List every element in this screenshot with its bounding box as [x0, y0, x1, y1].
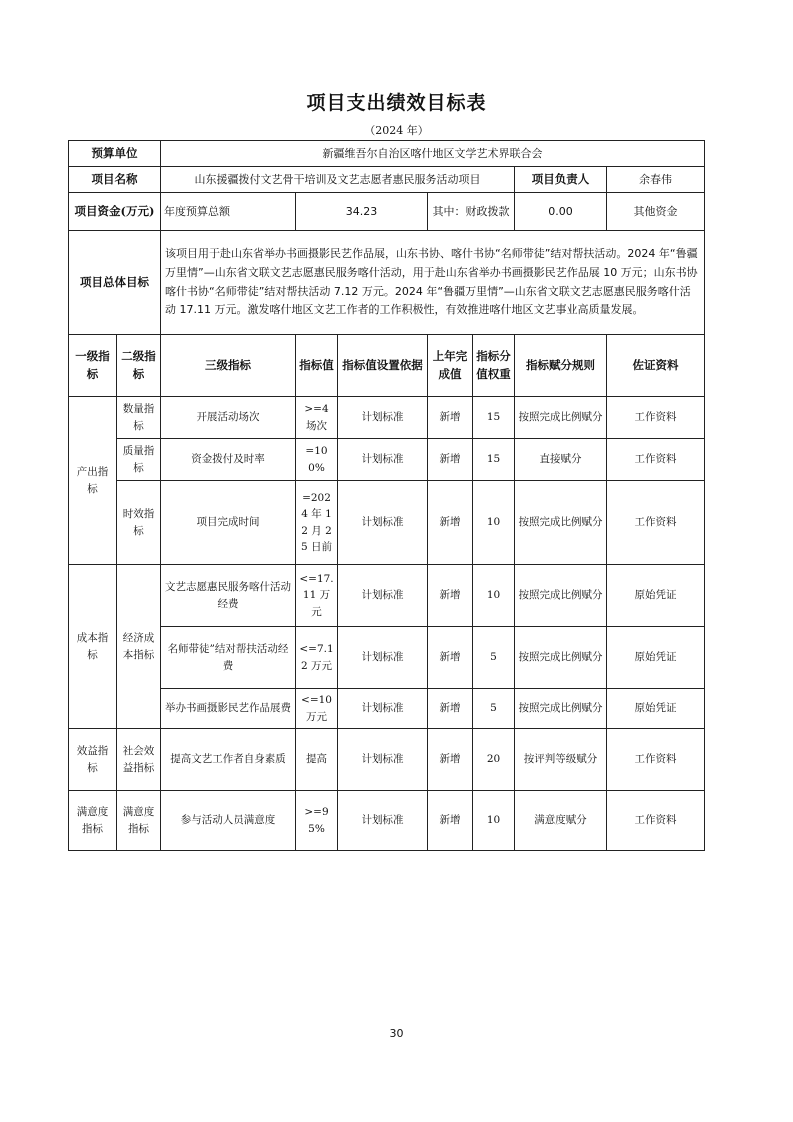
row-last-year: 新增	[428, 481, 473, 565]
leader-label: 项目负责人	[515, 167, 607, 193]
group-cost: 成本指标	[69, 565, 117, 729]
row-evidence: 原始凭证	[607, 689, 705, 729]
table-row	[69, 729, 705, 791]
group-benefit: 效益指标	[69, 729, 117, 791]
row-value: >=4 场次	[296, 397, 338, 439]
row-evidence: 工作资料	[607, 481, 705, 565]
row-basis: 计划标准	[338, 689, 428, 729]
row-evidence: 原始凭证	[607, 627, 705, 689]
header-level3: 三级指标	[161, 335, 296, 397]
row-basis: 计划标准	[338, 791, 428, 851]
row-evidence: 工作资料	[607, 397, 705, 439]
table-row	[69, 439, 705, 481]
annual-budget-value: 34.23	[296, 193, 428, 231]
header-level2: 二级指标	[117, 335, 161, 397]
row-basis: 计划标准	[338, 627, 428, 689]
row-last-year: 新增	[428, 565, 473, 627]
row-evidence: 工作资料	[607, 791, 705, 851]
group-satisfaction: 满意度指标	[69, 791, 117, 851]
row-evidence: 原始凭证	[607, 565, 705, 627]
project-name-value: 山东援疆拨付文艺骨干培训及文艺志愿者惠民服务活动项目	[161, 167, 515, 193]
group-output-quality: 质量指标	[117, 439, 161, 481]
table-row	[69, 565, 705, 627]
row-last-year: 新增	[428, 439, 473, 481]
row-weight: 15	[473, 439, 515, 481]
fiscal-label: 其中：财政拨款	[428, 193, 515, 231]
row-rule: 按照完成比例赋分	[515, 397, 607, 439]
row-value: >=95%	[296, 791, 338, 851]
table-row	[69, 689, 705, 729]
fiscal-value: 0.00	[515, 193, 607, 231]
goal-text: 该项目用于赴山东省举办书画摄影民艺作品展，山东书协、喀什书协“名师带徒”结对帮扶活动。2024 年“鲁疆万里情”—山东省文联文艺志愿惠民服务喀什活动，用于赴山东省举办书画摄影民艺作品展 10 万元；山东书协喀什书协“名师带徒”结对帮扶活动 7.12 万元。2024 年“鲁疆万里情”—山东省文联文艺志愿惠民服务喀什活动 17.11 万元。激发喀什地区文艺工作者的工作积极性，有效推进喀什地区文艺事业高质量发展。	[161, 231, 705, 335]
budget-unit-label: 预算单位	[69, 141, 161, 167]
row-basis: 计划标准	[338, 565, 428, 627]
year-label: （2024 年）	[364, 124, 429, 137]
leader-value: 余春伟	[607, 167, 705, 193]
row-basis: 计划标准	[338, 481, 428, 565]
row-last-year: 新增	[428, 397, 473, 439]
header-level1: 一级指标	[69, 335, 117, 397]
row-basis: 计划标准	[338, 439, 428, 481]
project-name-label: 项目名称	[69, 167, 161, 193]
row-last-year: 新增	[428, 791, 473, 851]
row-name: 开展活动场次	[161, 397, 296, 439]
row-last-year: 新增	[428, 729, 473, 791]
row-weight: 10	[473, 565, 515, 627]
other-label: 其他资金	[607, 193, 705, 231]
funds-label: 项目资金(万元)	[69, 193, 161, 231]
header-rule: 指标赋分规则	[515, 335, 607, 397]
row-evidence: 工作资料	[607, 729, 705, 791]
row-weight: 15	[473, 397, 515, 439]
group-output-time: 时效指标	[117, 481, 161, 565]
page-title: 项目支出绩效目标表	[306, 92, 487, 114]
row-rule: 按照完成比例赋分	[515, 565, 607, 627]
row-rule: 按评判等级赋分	[515, 729, 607, 791]
group-output-quantity: 数量指标	[117, 397, 161, 439]
row-value: <=17.11 万元	[296, 565, 338, 627]
header-value: 指标值	[296, 335, 338, 397]
group-output: 产出指标	[69, 397, 117, 565]
project-name-row	[69, 167, 705, 193]
row-weight: 10	[473, 791, 515, 851]
row-rule: 按照完成比例赋分	[515, 689, 607, 729]
row-evidence: 工作资料	[607, 439, 705, 481]
table-row	[69, 627, 705, 689]
row-name: 举办书画摄影民艺作品展费	[161, 689, 296, 729]
table-row	[69, 791, 705, 851]
budget-unit-value: 新疆维吾尔自治区喀什地区文学艺术界联合会	[161, 141, 705, 167]
annual-budget-label: 年度预算总额	[161, 193, 296, 231]
header-row	[69, 335, 705, 397]
row-value: <=7.12 万元	[296, 627, 338, 689]
row-name: 资金拨付及时率	[161, 439, 296, 481]
performance-table	[68, 140, 705, 851]
group-benefit-social: 社会效益指标	[117, 729, 161, 791]
row-last-year: 新增	[428, 689, 473, 729]
row-rule: 满意度赋分	[515, 791, 607, 851]
header-last-year: 上年完成值	[428, 335, 473, 397]
row-rule: 按照完成比例赋分	[515, 627, 607, 689]
row-name: 提高文艺工作者自身素质	[161, 729, 296, 791]
row-weight: 20	[473, 729, 515, 791]
row-weight: 5	[473, 627, 515, 689]
row-rule: 直接赋分	[515, 439, 607, 481]
row-name: 参与活动人员满意度	[161, 791, 296, 851]
row-name: 项目完成时间	[161, 481, 296, 565]
row-weight: 10	[473, 481, 515, 565]
header-evidence: 佐证资料	[607, 335, 705, 397]
budget-unit-row	[69, 141, 705, 167]
row-value: 提高	[296, 729, 338, 791]
row-name: 文艺志愿惠民服务喀什活动经费	[161, 565, 296, 627]
group-satisfaction-sub: 满意度指标	[117, 791, 161, 851]
row-name: 名师带徒”结对帮扶活动经费	[161, 627, 296, 689]
table-row	[69, 481, 705, 565]
group-cost-economic: 经济成本指标	[117, 565, 161, 729]
row-basis: 计划标准	[338, 397, 428, 439]
page-number: 30	[389, 1027, 404, 1040]
row-last-year: 新增	[428, 627, 473, 689]
funds-row	[69, 193, 705, 231]
header-basis: 指标值设置依据	[338, 335, 428, 397]
row-value: =100%	[296, 439, 338, 481]
row-basis: 计划标准	[338, 729, 428, 791]
header-weight: 指标分值权重	[473, 335, 515, 397]
row-rule: 按照完成比例赋分	[515, 481, 607, 565]
goal-row	[69, 231, 705, 335]
row-value: <=10 万元	[296, 689, 338, 729]
row-weight: 5	[473, 689, 515, 729]
goal-label: 项目总体目标	[69, 231, 161, 335]
table-row	[69, 397, 705, 439]
row-value: =2024 年 12 月 25 日前	[296, 481, 338, 565]
